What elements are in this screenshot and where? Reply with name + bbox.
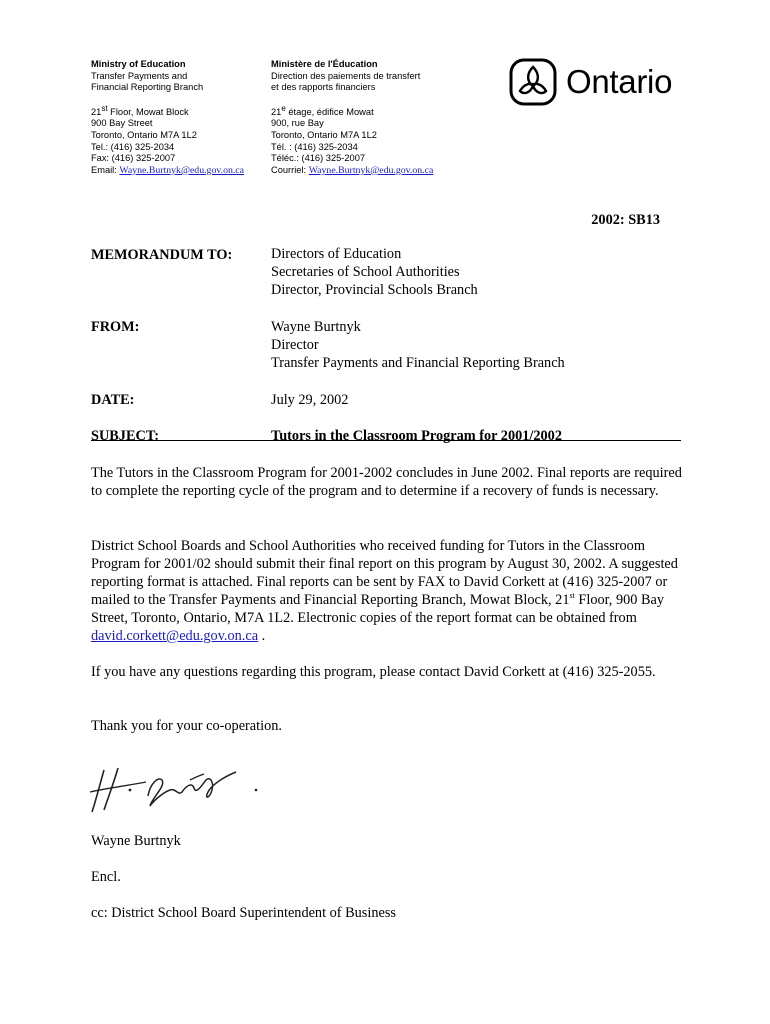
ontario-logo (508, 54, 718, 110)
email-fr: Courriel: Wayne.Burtnyk@edu.gov.on.ca (271, 164, 434, 176)
cc-line: cc: District School Board Superintendent of Business (91, 905, 396, 921)
email-link-en[interactable]: Wayne.Burtnyk@edu.gov.on.ca (119, 164, 245, 176)
ministry-name-en: Ministry of Education (91, 59, 186, 69)
email-link-fr[interactable]: Wayne.Burtnyk@edu.gov.on.ca (308, 164, 434, 176)
tel-en: Tel.: (416) 325-2034 (91, 141, 175, 152)
signer-name: Wayne Burtnyk (91, 833, 181, 849)
body-paragraph-2: District School Boards and School Authorities who received funding for Tutors in the Classroom Program for 2001/02 should submit their final report on this program by August 30, 2002. A suggested reporting format is attached. Final reports can be sent by FAX to David Corkett at (416) 325-2007 or mailed to the Transfer Payments and Financial Reporting Branch, Mowat Block, 21st Floor, 900 Bay Street, Toronto, Ontario, M7A 1L2. Electronic copies of the report format can be obtained from david.corkett@edu.gov.on.ca . (91, 538, 678, 644)
memo-subject-label: SUBJECT: (91, 428, 160, 444)
street-fr: 900, rue Bay (271, 118, 324, 129)
city-en: Toronto, Ontario M7A 1L2 (91, 129, 197, 140)
sender-line: Director (271, 337, 319, 353)
floor-en: 21st Floor, Mowat Block (91, 103, 189, 117)
letterhead-french (271, 59, 461, 176)
letterhead-english (91, 59, 261, 176)
recipient-line: Directors of Education (271, 246, 402, 262)
branch-line2-fr: et des rapports financiers (271, 82, 376, 93)
email-link-corkett[interactable]: david.corkett@edu.gov.on.ca (91, 628, 259, 644)
memo-from-label: FROM: (91, 319, 140, 335)
memo-to-label: MEMORANDUM TO: (91, 247, 233, 263)
branch-line1-en: Transfer Payments and (91, 70, 188, 81)
branch-line2-en: Financial Reporting Branch (91, 82, 204, 93)
memo-to-recipients (271, 245, 478, 299)
trillium-icon (508, 57, 558, 107)
body-paragraph-1: The Tutors in the Classroom Program for 2001-2002 concludes in June 2002. Final reports are required to complete the reporting cycle of the program and to determine if a recovery of funds is necessary. (91, 465, 682, 499)
tel-fr: Tél. : (416) 325-2034 (271, 141, 358, 152)
handwritten-signature (86, 762, 266, 822)
branch-line1-fr: Direction des paiements de transfert (271, 70, 421, 81)
memo-from-sender (271, 318, 565, 372)
sender-line: Transfer Payments and Financial Reporting Branch (271, 355, 565, 371)
email-en: Email: Wayne.Burtnyk@edu.gov.on.ca (91, 164, 245, 176)
fax-fr: Téléc.: (416) 325-2007 (271, 153, 366, 164)
recipient-line: Director, Provincial Schools Branch (271, 282, 478, 298)
body-paragraph-4: Thank you for your co-operation. (91, 718, 282, 734)
body-paragraph-3: If you have any questions regarding this program, please contact David Corkett at (416) 325-2055. (91, 664, 656, 680)
ontario-wordmark: Ontario (566, 63, 673, 100)
enclosure-note: Encl. (91, 869, 121, 885)
recipient-line: Secretaries of School Authorities (271, 264, 460, 280)
fax-en: Fax: (416) 325-2007 (91, 153, 176, 164)
ministry-name-fr: Ministère de l'Éducation (271, 59, 378, 69)
floor-fr: 21e étage, édifice Mowat (271, 103, 374, 117)
memo-date-label: DATE: (91, 392, 135, 408)
subject-divider (91, 440, 681, 441)
sender-line: Wayne Burtnyk (271, 319, 361, 335)
street-en: 900 Bay Street (91, 118, 153, 129)
city-fr: Toronto, Ontario M7A 1L2 (271, 129, 377, 140)
memo-date: July 29, 2002 (271, 392, 349, 408)
reference-number: 2002: SB13 (591, 212, 660, 228)
memo-subject: Tutors in the Classroom Program for 2001/2002 (271, 428, 562, 444)
